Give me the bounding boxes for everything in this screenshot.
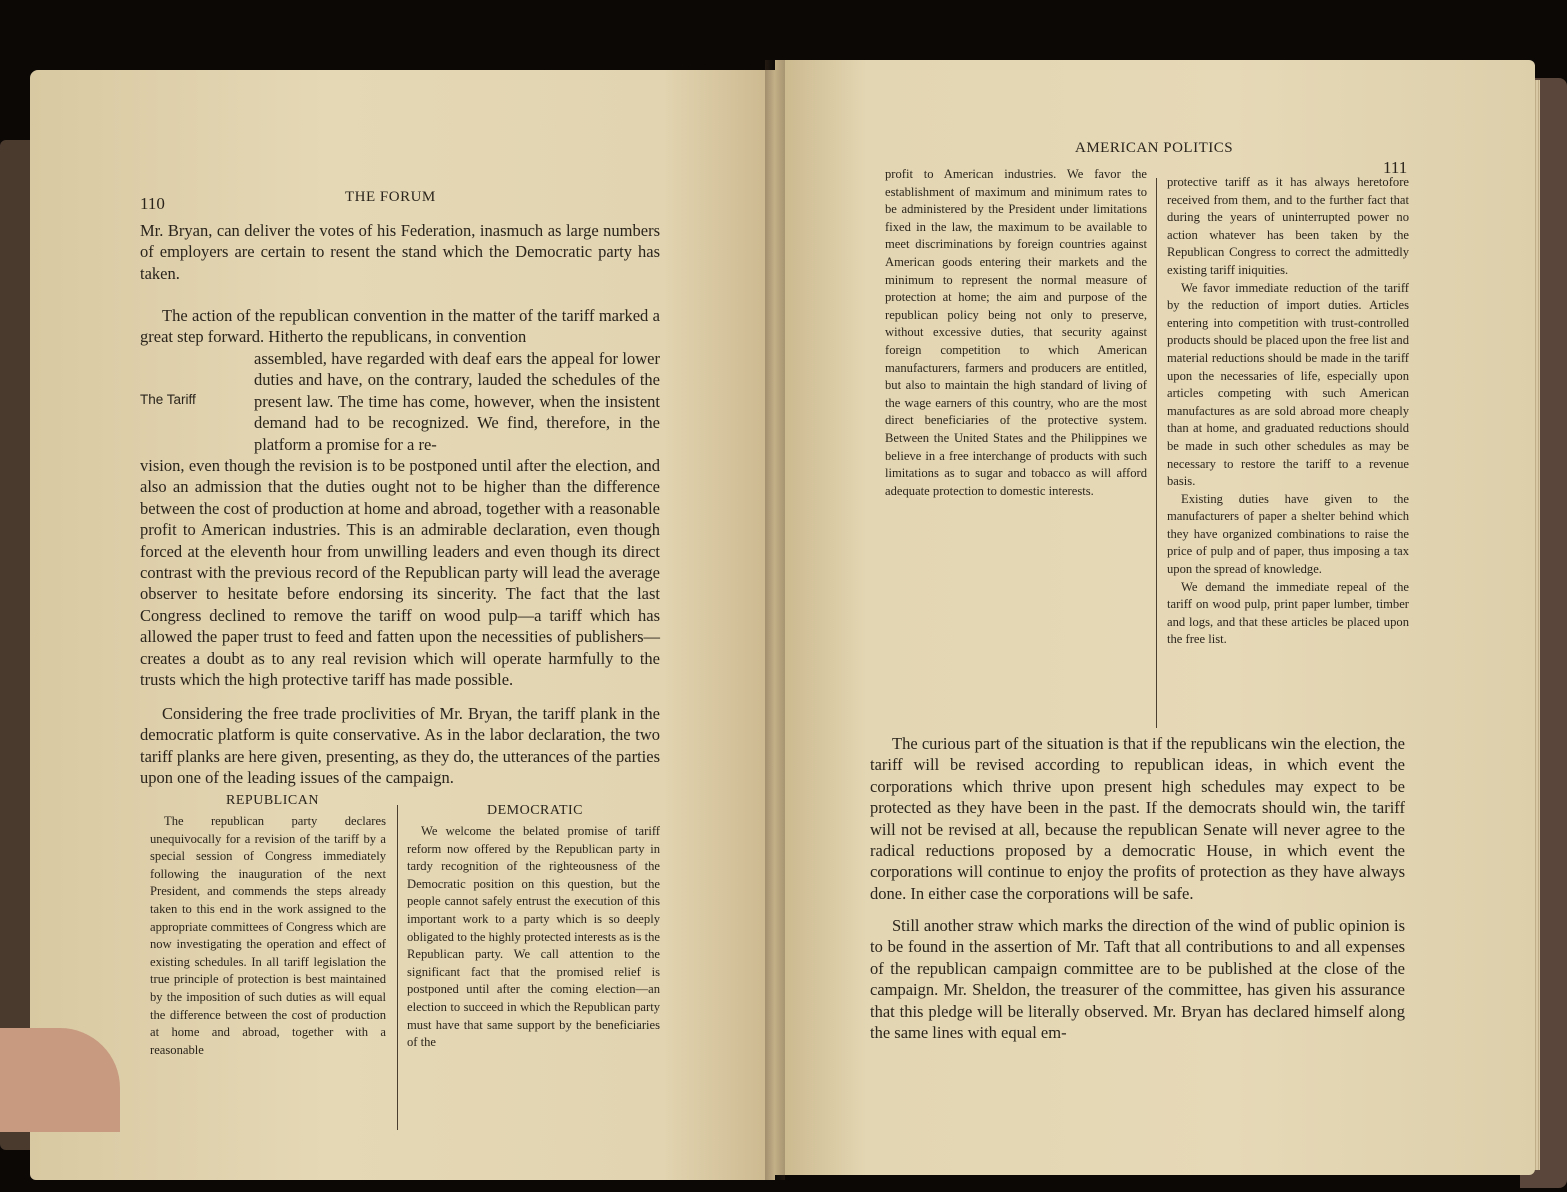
right-running-head: AMERICAN POLITICS: [1075, 140, 1234, 156]
democratic-continued-text-1: protective tariff as it has always heretofore received from them, and to the further fact that during the years of uninterrupted power no action whatever has been taken by the Republican Congress to correct the admittedly existing tariff iniquities.: [1167, 175, 1409, 277]
republican-continued-text: profit to American industries. We favor the establishment of maximum and minimum rates to be administered by the President under limitations fixed in the law, the maximum to be available to meet discriminations by foreign countries against American goods entering their markets and the minimum to represent the normal measure of protection at home; the aim and purpose of the republican policy being not only to preserve, without excessive duties, that security against foreign competition to which American manufacturers, farmers and producers are entitled, but also to maintain the high standard of living of the wage earners of this country, who are the most direct beneficiaries of the protective system. Between the United States and the Philippines we believe in a free interchange of products with such limitations as to sugar and tobacco as will afford adequate protection to domestic interests.: [885, 167, 1147, 498]
side-label-tariff: The Tariff: [140, 392, 196, 407]
republican-heading: REPUBLICAN: [226, 793, 319, 808]
democratic-plank-text: We welcome the belated promise of tariff reform now offered by the Republican party in tardy recognition of the righteousness of the Democratic position on this question, but the people cannot safely entrust the execution of this important work to a party which is so deeply obligated to the highly protected interests as is the Republican party. We call attention to the significant fact that the promised relief is postponed until after the coming election—an election to succeed in which the Republican party must have that same support by the beneficiaries of the: [407, 824, 660, 1050]
tariff-paragraph-narrow: [254, 348, 660, 455]
intro-text: Mr. Bryan, can deliver the votes of his Federation, inasmuch as large numbers of employers are certain to resent the stand which the Democratic party has taken.: [140, 221, 660, 283]
column-divider-right: [1156, 178, 1157, 728]
tariff-paragraph-rest: [140, 455, 660, 690]
curious-text: The curious part of the situation is that if the republicans win the election, the tariff will be revised according to republican ideas, in which event the corporations which thrive upon present high schedules may expect to be protected as they have been in the past. If the democrats should win, the tariff will not be revised at all, because the republican Senate will never agree to the radical reductions proposed by a democratic House, in which event the corporations will continue to enjoy the profits of protection as they have always done. In either case the corporations will be safe.: [870, 734, 1405, 903]
intro-paragraph: [140, 220, 660, 284]
democratic-continued-text-2: We favor immediate reduction of the tariff by the reduction of import duties. Articles entering into competition with trust-controlled products should be placed upon the free list and material reductions should be made in the tariff upon the necessaries of life, especially upon articles competing with such American manufactures as are sold abroad more cheaply than at home, and graduated reductions should be made in such other schedules as may be necessary to restore the tariff to a revenue basis.: [1167, 280, 1409, 489]
republican-plank-column: [150, 813, 386, 1059]
right-page-number: 111: [1383, 158, 1408, 177]
straw-text: Still another straw which marks the direction of the wind of public opinion is to be found in the assertion of Mr. Taft that all contributions to and all expenses of the republican campaign committee are to be published at the close of the campaign. Mr. Sheldon, the treasurer of the committee, has given his assurance that this pledge will be literally observed. Mr. Bryan has declared himself along the same lines with equal em-: [870, 916, 1405, 1043]
right-page: [775, 60, 1535, 1175]
left-page: [30, 70, 775, 1180]
democratic-continued-text-4: We demand the immediate repeal of the tariff on wood pulp, print paper lumber, timber and logs, and that these articles be placed upon the free list.: [1167, 579, 1409, 647]
book-gutter: [765, 60, 785, 1180]
democratic-heading: DEMOCRATIC: [486, 803, 583, 818]
considering-paragraph: [140, 703, 660, 789]
republican-plank-text: The republican party declares unequivocally for a revision of the tariff by a special session of Congress immediately following the inauguration of the next President, and commends the steps already taken to this end in the work assigned to the appropriate committees of Congress which are now investigating the operation and effect of existing schedules. In all tariff legislation the true principle of protection is best maintained by the imposition of such duties as will equal the difference between the cost of production at home and abroad, together with a reasonable: [150, 814, 386, 1057]
straw-paragraph: [870, 915, 1405, 1043]
tariff-text-rest: vision, even though the revision is to be postponed until after the election, and also an admission that the duties ought not to be higher than the difference between the cost of production at home and abroad, together with a reasonable profit to American industries. This is an admirable declaration, even though forced at the eleventh hour from unwilling leaders and even though its direct contrast with the previous record of the Republican party will lead the average observer to hesitate before endorsing its sincerity. The fact that the last Congress declined to remove the tariff on wood pulp—a tariff which has allowed the paper trust to feed and fatten upon the necessities of publishers—creates a doubt as to any real revision which will operate harmfully to the trusts which the high protective tariff has made possible.: [140, 456, 660, 690]
republican-plank-continued: [885, 166, 1147, 500]
democratic-plank-continued: [1167, 174, 1409, 649]
column-divider-left: [397, 805, 398, 1130]
tariff-paragraph-top: [140, 305, 660, 348]
open-book: [0, 60, 1567, 1192]
democratic-continued-text-3: Existing duties have given to the manufacturers of paper a shelter behind which they have organized combinations to raise the price of pulp and of paper, thus imposing a tax upon the spread of knowledge.: [1167, 491, 1409, 577]
tariff-text-top: The action of the republican convention in the matter of the tariff marked a great step forward. Hitherto the republicans, in convention: [140, 306, 660, 347]
tariff-text-narrow: assembled, have regarded with deaf ears the appeal for lower duties and have, on the contrary, lauded the schedules of the present law. The time has come, however, when the insistent demand had to be recognized. We find, therefore, in the platform a promise for a re-: [254, 349, 660, 454]
left-running-head: THE FORUM: [345, 189, 436, 205]
considering-text: Considering the free trade proclivities of Mr. Bryan, the tariff plank in the democratic platform is quite conservative. As in the labor declaration, the two tariff planks are here given, presenting, as they do, the utterances of the parties upon one of the leading issues of the campaign.: [140, 704, 660, 788]
curious-paragraph: [870, 733, 1405, 904]
democratic-plank-column: [407, 823, 660, 1052]
left-page-number: 110: [140, 194, 165, 213]
